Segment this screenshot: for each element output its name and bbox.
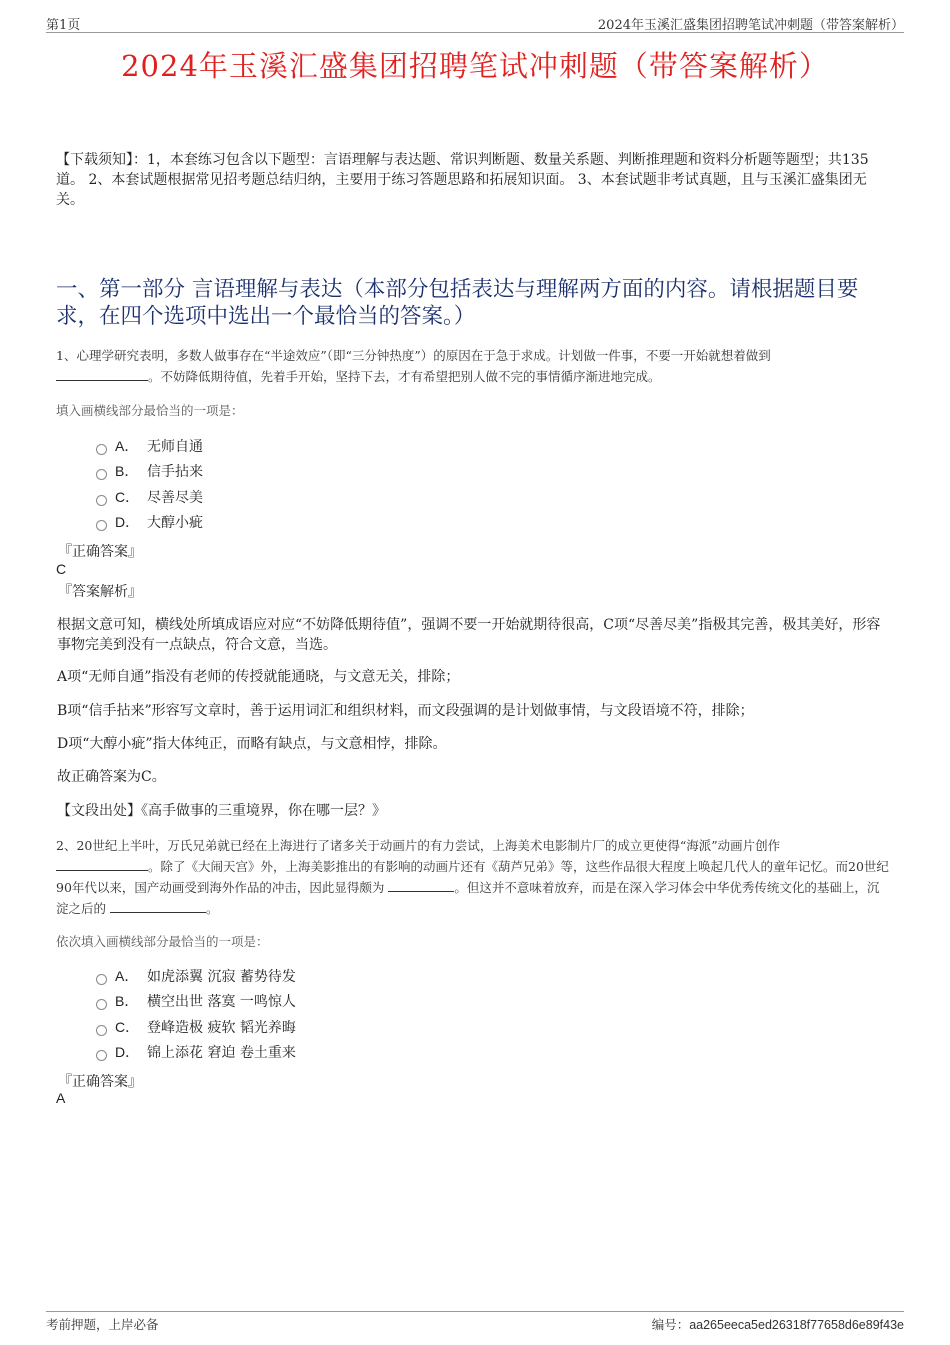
question-1-option-d[interactable]: D． 大醇小疵 xyxy=(96,512,203,532)
correct-answer: C xyxy=(56,561,67,577)
radio-icon[interactable] xyxy=(96,1050,107,1061)
answer-blank xyxy=(388,877,454,892)
analysis-label: 『答案解析』 xyxy=(58,584,142,600)
answer-blank xyxy=(56,366,148,381)
radio-icon[interactable] xyxy=(96,444,107,455)
analysis-paragraph: 根据文意可知，横线处所填成语应对应“不妨降低期待值”，强调不要一开始就期待很高，C项“尽善尽美”指极其完善，极其美好，形容事物完美到没有一点缺点，符合文意，当选。 xyxy=(57,617,881,653)
question-2-option-d[interactable]: D． 锦上添花 窘迫 卷土重来 xyxy=(96,1042,296,1062)
question-1-instruction: 填入画横线部分最恰当的一项是： xyxy=(56,403,244,418)
radio-icon[interactable] xyxy=(96,999,107,1010)
page-number: 第1页 xyxy=(46,18,81,33)
analysis-paragraph: A项“无师自通”指没有老师的传授就能通晓，与文意无关，排除； xyxy=(57,669,460,685)
question-1-option-b[interactable]: B． 信手拈来 xyxy=(96,461,203,481)
source-citation: 【文段出处】《高手做事的三重境界，你在哪一层？》 xyxy=(57,803,386,819)
analysis-paragraph: B项“信手拈来”形容写文章时，善于运用词汇和组织材料，而文段强调的是计划做事情，与文段语境不符，排除； xyxy=(57,703,754,719)
radio-icon[interactable] xyxy=(96,974,107,985)
question-2-option-a[interactable]: A． 如虎添翼 沉寂 蓄势待发 xyxy=(96,966,296,986)
page-footer xyxy=(46,1311,904,1333)
question-2-instruction: 依次填入画横线部分最恰当的一项是： xyxy=(56,934,269,949)
question-1-option-c[interactable]: C． 尽善尽美 xyxy=(96,487,203,507)
document-id: 编号：aa265eeca5ed26318f77658d6e89f43e xyxy=(651,1318,904,1332)
question-1-text: 1、心理学研究表明，多数人做事存在“半途效应”（即“三分钟热度”）的原因在于急于求成。计划做一件事，不要一开始就想着做到 。不妨降低期待值，先着手开始，坚持下去，才有希望把别人做不完的事情循序渐进地完成。 xyxy=(56,348,771,384)
section-heading: 一、第一部分 言语理解与表达（本部分包括表达与理解两方面的内容。请根据题目要求，在四个选项中选出一个最恰当的答案。） xyxy=(56,277,859,329)
analysis-paragraph: 故正确答案为C。 xyxy=(57,769,166,785)
page-header xyxy=(46,14,904,33)
radio-icon[interactable] xyxy=(96,469,107,480)
radio-icon[interactable] xyxy=(96,495,107,506)
document-title: 2024年玉溪汇盛集团招聘笔试冲刺题（带答案解析） xyxy=(121,49,829,83)
answer-blank xyxy=(110,898,206,913)
question-2-option-b[interactable]: B． 横空出世 落寞 一鸣惊人 xyxy=(96,991,296,1011)
download-notice: 【下载须知】：1，本套练习包含以下题型：言语理解与表达题、常识判断题、数量关系题、判断推理题和资料分析题等题型；共135道。 2、本套试题根据常见招考题总结归纳，主要用于练习答题思路和拓展知识面。 3、本套试题非考试真题，且与玉溪汇盛集团无关。 xyxy=(56,152,869,208)
radio-icon[interactable] xyxy=(96,1025,107,1036)
correct-answer-label: 『正确答案』 xyxy=(58,544,142,560)
answer-blank xyxy=(56,856,148,871)
question-1-option-a[interactable]: A． 无师自通 xyxy=(96,436,203,456)
header-doc-title: 2024年玉溪汇盛集团招聘笔试冲刺题（带答案解析） xyxy=(597,18,904,33)
footer-slogan: 考前押题，上岸必备 xyxy=(46,1317,159,1332)
question-2-text: 2、20世纪上半叶，万氏兄弟就已经在上海进行了诸多关于动画片的有力尝试，上海美术电影制片厂的成立更使得“海派”动画片创作 。除了《大闹天宫》外，上海美影推出的有影响的动画片还有《葫芦兄弟》等，这些作品很大程度上唤起几代人的童年记忆。而20世纪90年代以来，国产动画受到海外作品的冲击，因此显得颇为 。但这并不意味着放弃，而是在深入学习体会中华优秀传统文化的基础上，沉淀之后的 。 xyxy=(56,838,889,916)
radio-icon[interactable] xyxy=(96,520,107,531)
analysis-paragraph: D项“大醇小疵”指大体纯正，而略有缺点，与文意相悖，排除。 xyxy=(57,736,447,752)
question-2-option-c[interactable]: C． 登峰造极 疲软 韬光养晦 xyxy=(96,1017,296,1037)
correct-answer-label: 『正确答案』 xyxy=(58,1074,142,1090)
correct-answer: A xyxy=(56,1090,66,1106)
